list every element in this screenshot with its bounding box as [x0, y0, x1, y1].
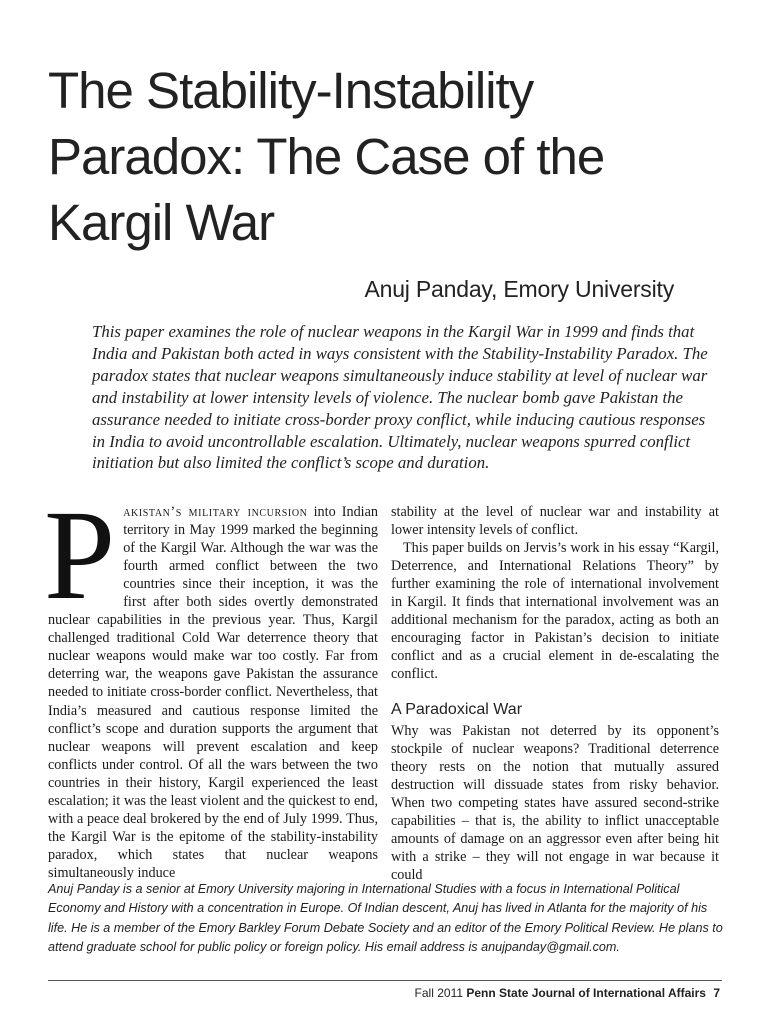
page-number: 7	[713, 986, 720, 1000]
drop-cap: P	[44, 484, 116, 626]
paragraph-1-continued: stability at the level of nuclear war and instability at lower intensity levels of conflict.	[391, 504, 719, 539]
author-byline: Anuj Panday, Emory University	[364, 276, 674, 302]
body-column-right	[391, 503, 719, 884]
article-title: The Stability-Instability Paradox: The Case of the Kargil War	[48, 62, 605, 251]
abstract: This paper examines the role of nuclear weapons in the Kargil War in 1999 and finds that India and Pakistan both acted in ways consistent with the Stability-Instability Paradox. The paradox states that nuclear weapons simultaneously induce stability at level of nuclear war and instability at lower intensity levels of violence. The nuclear bomb gave Pakistan the assurance needed to initiate cross-border proxy conflict, while inducing cautious responses in India to avoid uncontrollable escalation. Ultimately, nuclear weapons spurred conflict initiation but also limited the conflict’s scope and duration.	[92, 322, 708, 473]
paragraph-1	[44, 484, 378, 882]
footer-rule	[48, 980, 722, 981]
body-column-left	[44, 484, 378, 882]
footer-journal-name: Penn State Journal of International Affairs	[466, 986, 706, 1000]
paragraph-2: This paper builds on Jervis’s work in his essay “Kargil, Deterrence, and International Relations Theory” by further examining the role of international involvement in Kargil. It finds that international involvement was an additional mechanism for the paradox, acting as both an encouraging factor in Pakistan’s decision to initiate conflict and as a crucial element in de-escalating the conflict.	[391, 540, 719, 683]
section-heading: A Paradoxical War	[391, 701, 523, 719]
paragraph-3: Why was Pakistan not deterred by its opponent’s stockpile of nuclear weapons? Traditional deterrence theory rests on the notion that mutually assured destruction will dissuade states from risky behavior. When two competing states have assured second-strike capabilities – that is, the ability to inflict unacceptable amounts of damage on an aggressor even after being hit with a strike – they will not engage in war because it could	[391, 722, 719, 883]
paragraph-1-text: into Indian territory in May 1999 marked the beginning of the Kargil War. Although the war was the fourth armed conflict between the two countries since their inception, it was the first after both sides overtly demonstrated nuclear capabilities in the previous year. Thus, Kargil challenged traditional Cold War deterrence theory that nuclear weapons would make war too costly. Far from deterring war, the weapons gave Pakistan the assurance needed to initiate cross-border conflict. Nevertheless, that India’s measured and cautious response limited the conflict’s scope and duration supports the argument that nuclear weapons will prevent escalation and keep conflicts under control. Of all the wars between the two countries in their history, Kargil experienced the least escalation; it was the least violent and the quickest to end, with a peace deal brokered by the end of July 1999. Thus, the Kargil War is the epitome of the stability-instability paradox, which states that nuclear weapons simultaneously induce	[48, 504, 378, 881]
page-footer	[415, 986, 720, 1000]
author-bio-footnote: Anuj Panday is a senior at Emory University majoring in International Studies with a focus in International Political Economy and History with a concentration in Europe. Of Indian descent, Anuj has lived in Atlanta for the majority of his life. He is a member of the Emory Barkley Forum Debate Society and an editor of the Emory Political Review. He plans to attend graduate school for public policy or foreign policy. His email address is anujpanday@gmail.com.	[48, 882, 723, 955]
lead-in-smallcaps: akistan’s military incursion	[123, 504, 308, 520]
footer-issue: Fall 2011	[414, 986, 464, 1000]
